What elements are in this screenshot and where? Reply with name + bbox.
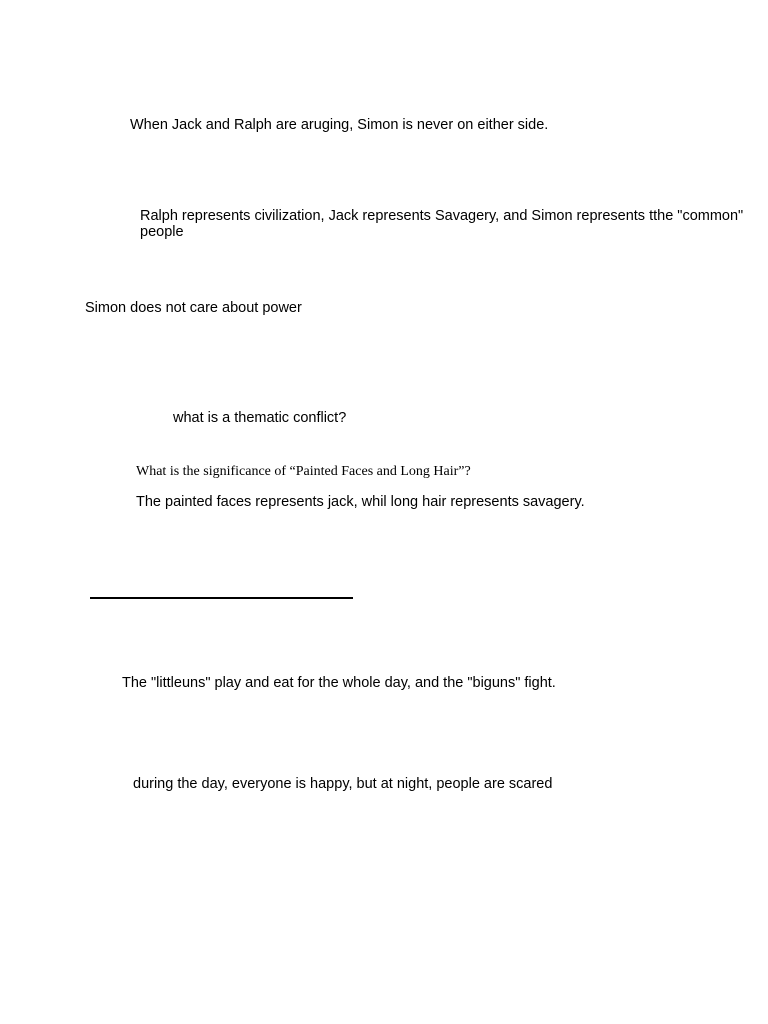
question-painted-faces: What is the significance of “Painted Faces and Long Hair”? bbox=[136, 464, 471, 479]
question-thematic-conflict: what is a thematic conflict? bbox=[173, 410, 347, 426]
note-simon-power: Simon does not care about power bbox=[85, 300, 302, 316]
answer-painted-faces: The painted faces represents jack, whil long hair represents savagery. bbox=[136, 494, 585, 510]
note-day-night: during the day, everyone is happy, but at night, people are scared bbox=[133, 776, 553, 792]
note-simon-neutral: When Jack and Ralph are aruging, Simon is never on either side. bbox=[130, 117, 549, 133]
note-character-symbolism: Ralph represents civilization, Jack represents Savagery, and Simon represents tthe "common" people bbox=[140, 208, 744, 240]
horizontal-divider bbox=[90, 597, 353, 599]
note-littleuns-biguns: The "littleuns" play and eat for the whole day, and the "biguns" fight. bbox=[122, 675, 556, 691]
